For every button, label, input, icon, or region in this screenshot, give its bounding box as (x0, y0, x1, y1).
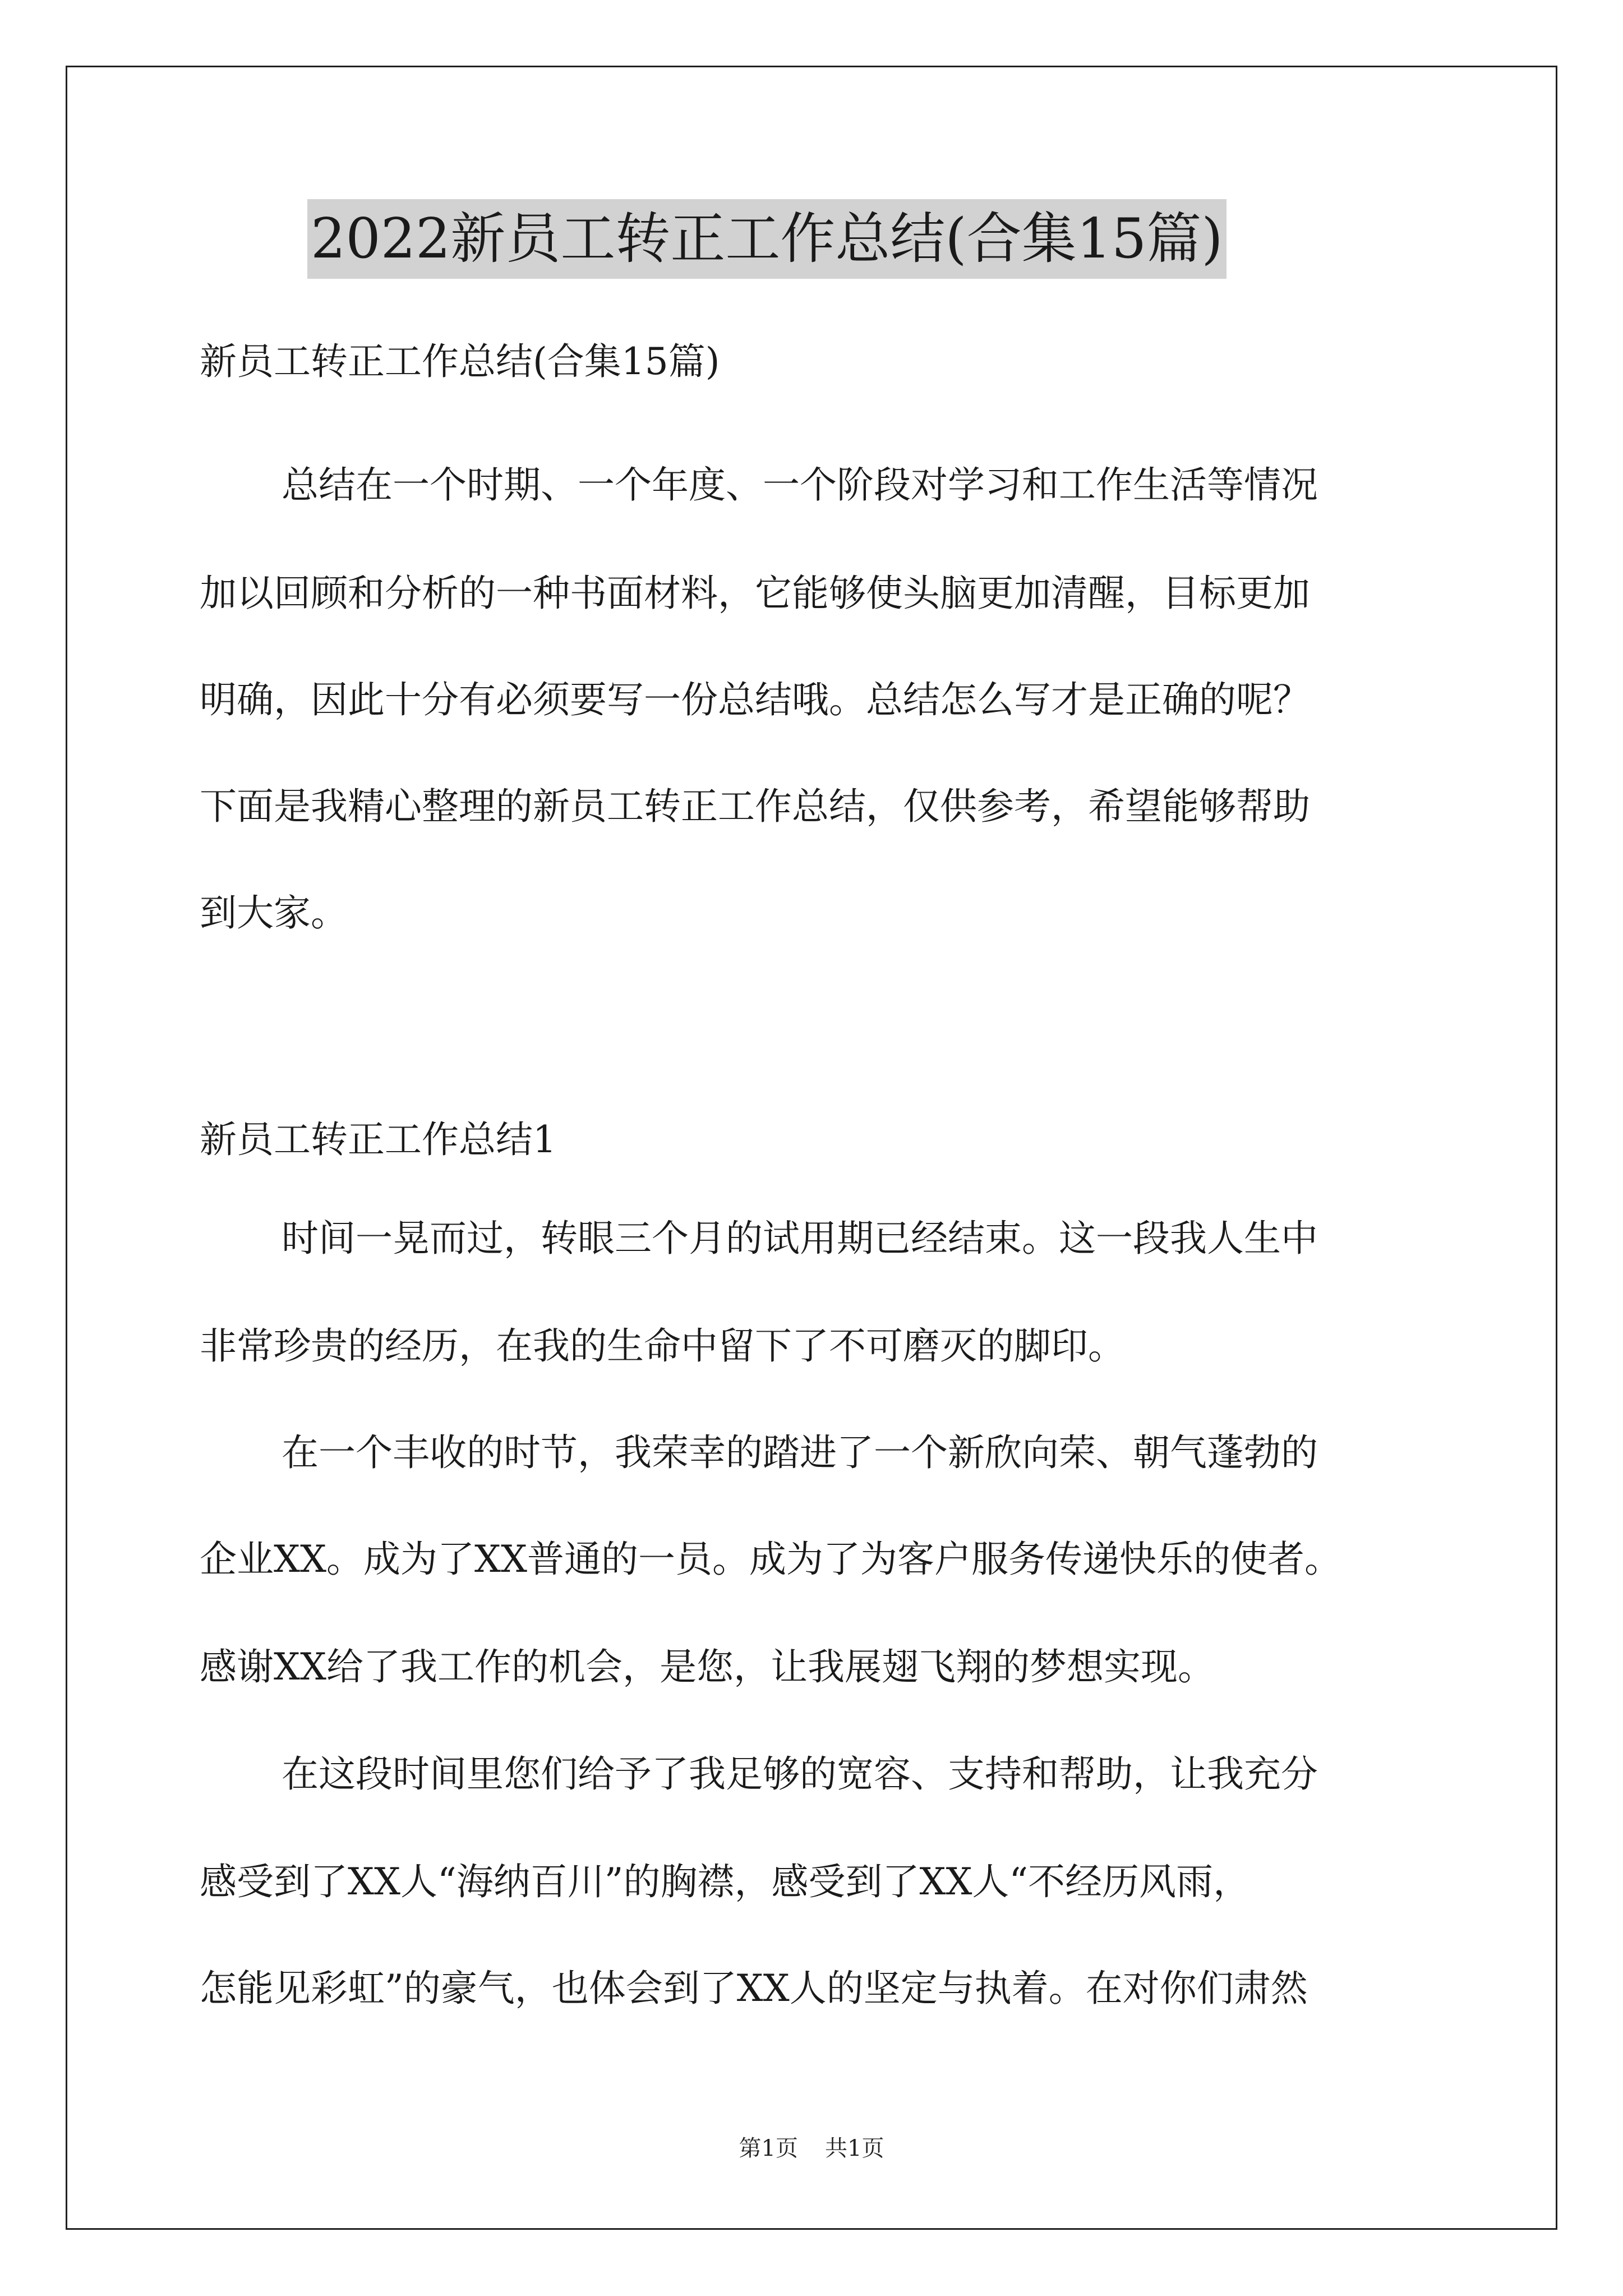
intro-line: 下面是我精心整理的新员工转正工作总结，仅供参考，希望能够帮助 (200, 785, 1310, 828)
intro-line: 加以回顾和分析的一种书面材料，它能够使头脑更加清醒，目标更加 (200, 572, 1310, 615)
body-line: 在这段时间里您们给予了我足够的宽容、支持和帮助，让我充分 (282, 1752, 1318, 1796)
intro-line: 到大家。 (200, 891, 348, 935)
body-line: 在一个丰收的时节，我荣幸的踏进了一个新欣向荣、朝气蓬勃的 (282, 1431, 1318, 1474)
page-total: 共1页 (825, 2136, 884, 2161)
body-line: 时间一晃而过，转眼三个月的试用期已经结束。这一段我人生中 (282, 1217, 1318, 1260)
intro-line: 明确，因此十分有必须要写一份总结哦。总结怎么写才是正确的呢？ (200, 678, 1310, 721)
intro-line: 总结在一个时期、一个年度、一个阶段对学习和工作生活等情况 (282, 463, 1318, 507)
body-line: 企业XX。成为了XX普通的一员。成为了为客户服务传递快乐的使者。 (200, 1538, 1341, 1581)
page-footer (0, 2134, 1623, 2162)
body-line: 怎能见彩虹”的豪气，也体会到了XX人的坚定与执着。在对你们肃然 (200, 1967, 1308, 2010)
body-line: 非常珍贵的经历，在我的生命中留下了不可磨灭的脚印。 (200, 1324, 1125, 1368)
body-line: 感受到了XX人“海纳百川”的胸襟，感受到了XX人“不经历风雨， (200, 1860, 1251, 1903)
document-subtitle: 新员工转正工作总结(合集15篇) (200, 340, 720, 383)
page-number: 第1页 (739, 2136, 798, 2161)
body-line: 感谢XX给了我工作的机会，是您，让我展翅飞翔的梦想实现。 (200, 1645, 1215, 1688)
section-heading: 新员工转正工作总结1 (200, 1118, 556, 1161)
document-title: 2022新员工转正工作总结(合集15篇) (307, 199, 1227, 279)
